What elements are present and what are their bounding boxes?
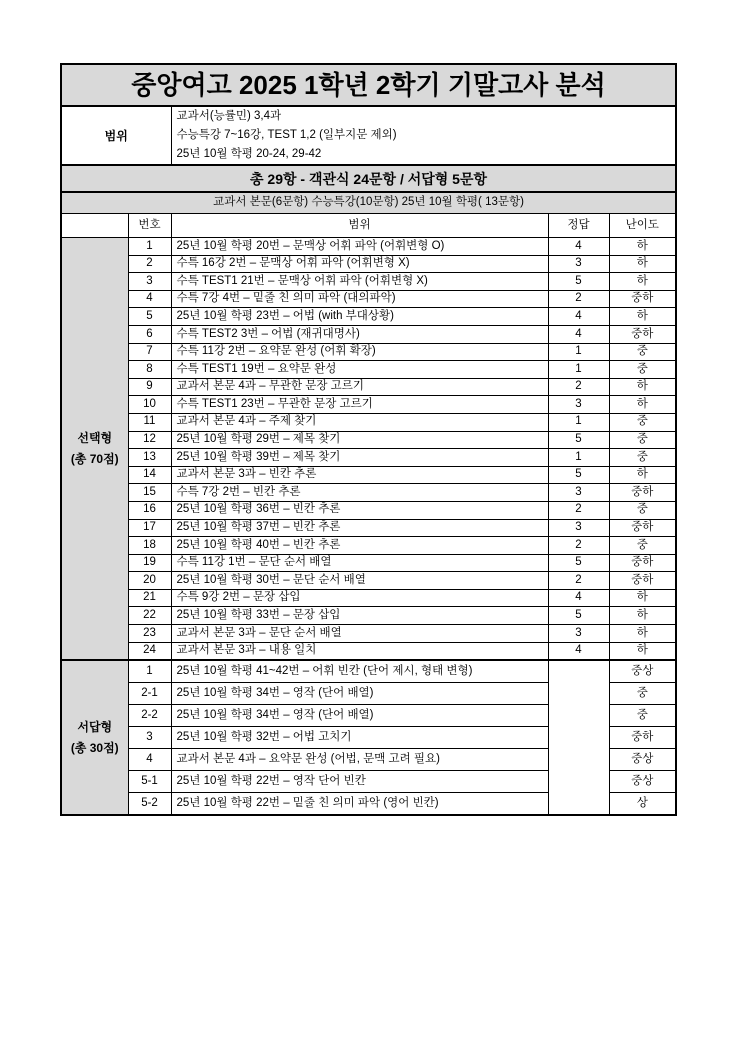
question-difficulty: 하	[609, 273, 676, 291]
question-range: 25년 10월 학평 33번 – 문장 삽입	[171, 607, 548, 625]
question-number: 14	[128, 466, 171, 484]
table-row	[61, 290, 676, 308]
question-difficulty: 중상	[609, 771, 676, 793]
table-row	[61, 308, 676, 326]
question-difficulty: 하	[609, 589, 676, 607]
question-number: 5	[128, 308, 171, 326]
question-difficulty: 중상	[609, 660, 676, 683]
question-answer: 1	[548, 361, 609, 379]
exam-analysis-table	[60, 63, 677, 816]
question-number: 2-1	[128, 683, 171, 705]
question-difficulty: 중	[609, 537, 676, 555]
question-answer: 3	[548, 484, 609, 502]
question-number: 11	[128, 413, 171, 431]
question-number: 22	[128, 607, 171, 625]
question-answer: 1	[548, 413, 609, 431]
answer-blank	[548, 660, 609, 815]
question-difficulty: 중하	[609, 554, 676, 572]
question-number: 12	[128, 431, 171, 449]
table-row	[61, 625, 676, 643]
question-number: 1	[128, 238, 171, 256]
header-answer: 정답	[548, 214, 609, 238]
question-number: 1	[128, 660, 171, 683]
question-answer: 3	[548, 519, 609, 537]
question-number: 21	[128, 589, 171, 607]
table-row	[61, 519, 676, 537]
question-range: 25년 10월 학평 40번 – 빈칸 추론	[171, 537, 548, 555]
question-difficulty: 중	[609, 361, 676, 379]
question-range: 교과서 본문 3과 – 문단 순서 배열	[171, 625, 548, 643]
question-number: 18	[128, 537, 171, 555]
question-range: 25년 10월 학평 34번 – 영작 (단어 배열)	[171, 705, 548, 727]
range-line: 25년 10월 학평 20-24, 29-42	[176, 148, 322, 160]
table-row	[61, 361, 676, 379]
question-difficulty: 중하	[609, 572, 676, 590]
question-difficulty: 상	[609, 793, 676, 816]
question-difficulty: 하	[609, 378, 676, 396]
table-row	[61, 378, 676, 396]
question-number: 7	[128, 343, 171, 361]
question-number: 5-1	[128, 771, 171, 793]
question-difficulty: 중하	[609, 484, 676, 502]
table-row	[61, 325, 676, 343]
table-row	[61, 466, 676, 484]
range-line: 교과서(능률민) 3,4과	[176, 110, 282, 122]
question-range: 수특 11강 2번 – 요약문 완성 (어휘 확장)	[171, 343, 548, 361]
table-row	[61, 589, 676, 607]
page-title: 중앙여고 2025 1학년 2학기 기말고사 분석	[61, 64, 676, 106]
question-answer: 4	[548, 325, 609, 343]
group-name: 서답형	[77, 720, 113, 735]
question-answer: 4	[548, 238, 609, 256]
question-answer: 5	[548, 554, 609, 572]
question-difficulty: 하	[609, 308, 676, 326]
total-summary: 총 29항 - 객관식 24문항 / 서답형 5문항	[61, 165, 676, 192]
question-range: 25년 10월 학평 37번 – 빈칸 추론	[171, 519, 548, 537]
question-number: 16	[128, 501, 171, 519]
question-difficulty: 중	[609, 705, 676, 727]
question-difficulty: 중	[609, 449, 676, 467]
question-number: 19	[128, 554, 171, 572]
question-answer: 1	[548, 449, 609, 467]
range-line: 수능특강 7~16강, TEST 1,2 (일부지문 제외)	[176, 129, 397, 141]
header-number: 번호	[128, 214, 171, 238]
table-row	[61, 449, 676, 467]
table-row	[61, 537, 676, 555]
question-difficulty: 하	[609, 607, 676, 625]
question-range: 25년 10월 학평 41~42번 – 어휘 빈칸 (단어 제시, 형태 변형)	[171, 660, 548, 683]
objective-group-label	[61, 238, 128, 661]
question-difficulty: 중	[609, 413, 676, 431]
question-range: 교과서 본문 4과 – 주제 찾기	[171, 413, 548, 431]
question-difficulty: 중하	[609, 325, 676, 343]
question-range: 교과서 본문 4과 – 무관한 문장 고르기	[171, 378, 548, 396]
question-answer: 5	[548, 431, 609, 449]
question-number: 3	[128, 273, 171, 291]
question-range: 수특 11강 1번 – 문단 순서 배열	[171, 554, 548, 572]
question-range: 25년 10월 학평 22번 – 밑줄 친 의미 파악 (영어 빈칸)	[171, 793, 548, 816]
question-range: 수특 16강 2번 – 문맥상 어휘 파악 (어휘변형 X)	[171, 255, 548, 273]
question-number: 8	[128, 361, 171, 379]
question-answer: 1	[548, 343, 609, 361]
subjective-group-label	[61, 660, 128, 815]
question-difficulty: 하	[609, 642, 676, 660]
question-number: 24	[128, 642, 171, 660]
question-difficulty: 하	[609, 255, 676, 273]
question-difficulty: 중	[609, 343, 676, 361]
question-range: 25년 10월 학평 32번 – 어법 고치기	[171, 727, 548, 749]
question-answer: 3	[548, 255, 609, 273]
question-number: 4	[128, 749, 171, 771]
question-answer: 4	[548, 308, 609, 326]
question-difficulty: 하	[609, 625, 676, 643]
question-difficulty: 중하	[609, 727, 676, 749]
range-lines	[171, 106, 676, 165]
question-number: 4	[128, 290, 171, 308]
table-row	[61, 484, 676, 502]
question-number: 2-2	[128, 705, 171, 727]
question-range: 25년 10월 학평 30번 – 문단 순서 배열	[171, 572, 548, 590]
question-difficulty: 중	[609, 501, 676, 519]
table-row	[61, 255, 676, 273]
question-range: 25년 10월 학평 29번 – 제목 찾기	[171, 431, 548, 449]
table-row	[61, 572, 676, 590]
question-range: 수특 7강 2번 – 빈칸 추론	[171, 484, 548, 502]
question-range: 교과서 본문 4과 – 요약문 완성 (어법, 문맥 고려 필요)	[171, 749, 548, 771]
header-blank	[61, 214, 128, 238]
question-number: 20	[128, 572, 171, 590]
question-number: 10	[128, 396, 171, 414]
table-row	[61, 413, 676, 431]
question-number: 17	[128, 519, 171, 537]
question-number: 9	[128, 378, 171, 396]
question-difficulty: 중	[609, 431, 676, 449]
question-range: 수특 TEST1 19번 – 요약문 완성	[171, 361, 548, 379]
group-name: 선택형	[77, 431, 113, 446]
question-difficulty: 하	[609, 396, 676, 414]
question-number: 6	[128, 325, 171, 343]
question-answer: 3	[548, 625, 609, 643]
question-answer: 3	[548, 396, 609, 414]
table-row	[61, 273, 676, 291]
question-difficulty: 중	[609, 683, 676, 705]
table-row	[61, 642, 676, 660]
question-number: 2	[128, 255, 171, 273]
header-row	[61, 214, 676, 238]
question-difficulty: 하	[609, 238, 676, 256]
question-range: 수특 9강 2번 – 문장 삽입	[171, 589, 548, 607]
header-difficulty: 난이도	[609, 214, 676, 238]
question-range: 25년 10월 학평 22번 – 영작 단어 빈칸	[171, 771, 548, 793]
question-answer: 5	[548, 466, 609, 484]
question-range: 25년 10월 학평 34번 – 영작 (단어 배열)	[171, 683, 548, 705]
table-row	[61, 238, 676, 256]
table-row	[61, 431, 676, 449]
question-range: 25년 10월 학평 36번 – 빈칸 추론	[171, 501, 548, 519]
question-answer: 2	[548, 501, 609, 519]
question-answer: 4	[548, 589, 609, 607]
table-row	[61, 343, 676, 361]
table-row	[61, 660, 676, 683]
range-label: 범위	[61, 106, 171, 165]
question-range: 25년 10월 학평 23번 – 어법 (with 부대상황)	[171, 308, 548, 326]
question-number: 5-2	[128, 793, 171, 816]
question-range: 교과서 본문 3과 – 내용 일치	[171, 642, 548, 660]
question-difficulty: 중하	[609, 290, 676, 308]
question-number: 13	[128, 449, 171, 467]
question-answer: 2	[548, 378, 609, 396]
question-range: 수특 TEST2 3번 – 어법 (재귀대명사)	[171, 325, 548, 343]
source-summary: 교과서 본문(6문항) 수능특강(10문항) 25년 10월 학평( 13문항)	[61, 192, 676, 214]
question-answer: 5	[548, 607, 609, 625]
question-answer: 2	[548, 290, 609, 308]
group-points: (총 70점)	[70, 451, 119, 466]
table-row	[61, 554, 676, 572]
question-range: 25년 10월 학평 20번 – 문맥상 어휘 파악 (어휘변형 O)	[171, 238, 548, 256]
question-number: 23	[128, 625, 171, 643]
question-number: 15	[128, 484, 171, 502]
question-range: 25년 10월 학평 39번 – 제목 찾기	[171, 449, 548, 467]
header-range: 범위	[171, 214, 548, 238]
question-range: 수특 TEST1 23번 – 무관한 문장 고르기	[171, 396, 548, 414]
table-row	[61, 607, 676, 625]
question-answer: 5	[548, 273, 609, 291]
question-range: 수특 TEST1 21번 – 문맥상 어휘 파악 (어휘변형 X)	[171, 273, 548, 291]
question-number: 3	[128, 727, 171, 749]
group-points: (총 30점)	[70, 740, 119, 755]
question-answer: 2	[548, 537, 609, 555]
question-range: 교과서 본문 3과 – 빈칸 추론	[171, 466, 548, 484]
question-difficulty: 중상	[609, 749, 676, 771]
table-row	[61, 501, 676, 519]
question-range: 수특 7강 4번 – 밑줄 친 의미 파악 (대의파악)	[171, 290, 548, 308]
question-difficulty: 중하	[609, 519, 676, 537]
question-answer: 4	[548, 642, 609, 660]
table-row	[61, 396, 676, 414]
question-difficulty: 하	[609, 466, 676, 484]
question-answer: 2	[548, 572, 609, 590]
